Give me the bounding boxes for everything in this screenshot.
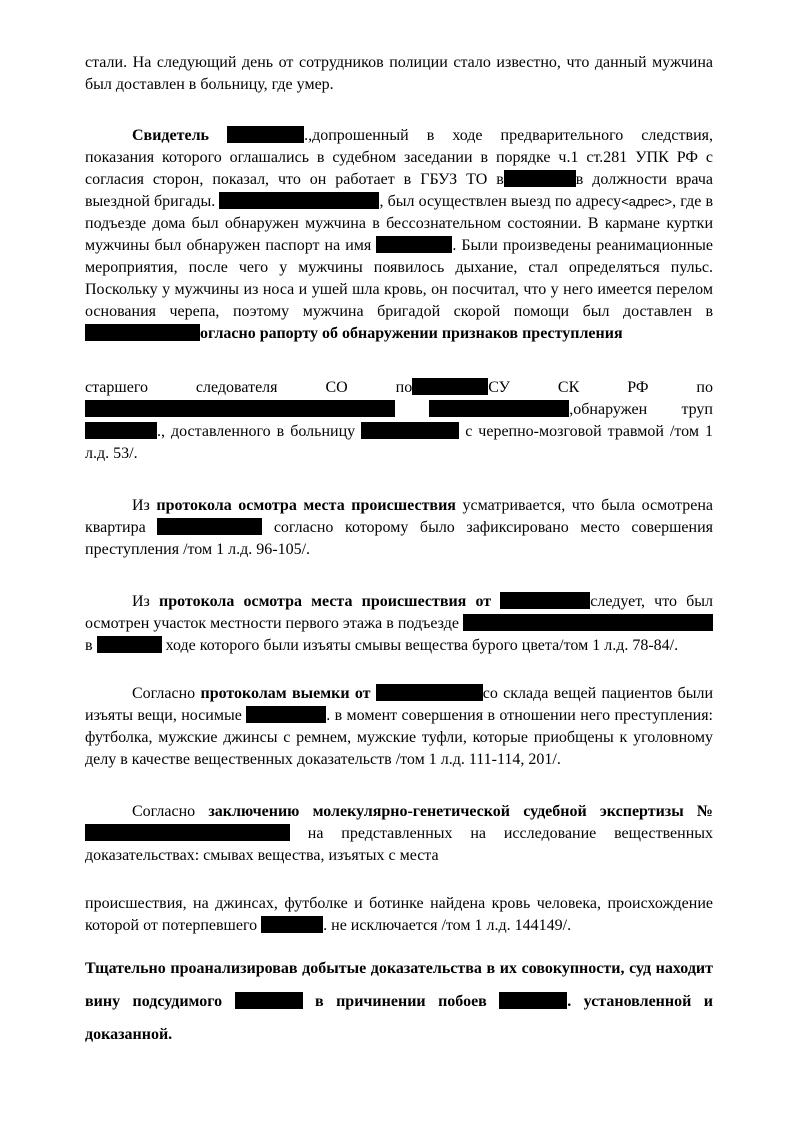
- address-placeholder: <адрес>: [621, 194, 673, 209]
- redaction-bar: [504, 170, 576, 187]
- text-run: ., доставленного в больницу: [157, 423, 362, 440]
- paragraph: [85, 125, 713, 345]
- redaction-bar: [235, 992, 303, 1009]
- paragraph: [85, 952, 713, 1051]
- redaction-bar: [219, 192, 379, 209]
- text-run: , где в подъезде дома был обнаружен мужчина в бессознательном состоянии. В кармане куртки мужчины был обнаружен паспорт на имя: [85, 193, 713, 254]
- redaction-bar: [376, 236, 452, 253]
- paragraph: [85, 495, 713, 561]
- redaction-bar: [246, 706, 326, 723]
- text-run-bold: в причинении побоев: [302, 993, 500, 1010]
- text-run: Согласно: [132, 685, 201, 702]
- redaction-bar: [429, 400, 569, 417]
- text-run: на представленных на исследование вещественных доказательствах: смывах вещества, изъятых с места: [85, 825, 713, 864]
- redaction-bar: [261, 916, 323, 933]
- redaction-bar: [157, 518, 262, 535]
- redaction-bar: [85, 324, 200, 341]
- redaction-bar: [85, 824, 290, 841]
- paragraph: [85, 893, 713, 937]
- text-run: СУ СК РФ по: [488, 379, 713, 396]
- text-run: Из: [132, 593, 160, 610]
- text-run-bold: Тщательно проанализировав добытые доказательства в их совокупности, суд находит вину подсудимого: [85, 960, 713, 1010]
- text-run: . в момент совершения в отношении него преступления: футболка, мужские джинсы с ремнем, мужские туфли, которые приобщены к уголовному делу в качестве вещественных доказательств /том 1 л.д. 111-114, 201/.: [85, 707, 714, 768]
- text-run-bold: . установленной и доказанной.: [85, 993, 713, 1043]
- text-run: согласно которому было зафиксировано место совершения преступления /том 1 л.д. 96-105/.: [85, 519, 713, 558]
- text-run: старшего следователя СО по: [85, 379, 413, 396]
- text-run: стали. На следующий день от сотрудников полиции стало известно, что данный мужчина был доставлен в больницу, где умер.: [85, 54, 713, 93]
- redaction-bar: [500, 592, 590, 609]
- redaction-bar: [97, 636, 162, 653]
- text-run: в: [85, 637, 97, 654]
- redaction-bar: [412, 378, 488, 395]
- text-run: . Были произведены реанимационные мероприятия, после чего у мужчины появилось дыхание, стал определяться пульс. Поскольку у мужчины из носа и ушей шла кровь, он посчитал, что у него имеется перелом основания черепа, поэтому мужчина бригадой скорой помощи был доставлен в: [85, 237, 714, 320]
- paragraph: [85, 591, 713, 657]
- text-run-bold: заключению молекулярно-генетической судебной экспертизы №: [208, 803, 713, 820]
- text-run: . не исключается /том 1 л.д. 144149/.: [323, 917, 572, 934]
- text-run: усматривается, что была осмотрена квартира: [85, 497, 714, 536]
- paragraph: [85, 683, 713, 771]
- text-run: следует, что был осмотрен участок местности первого этажа в подъезде: [85, 593, 714, 632]
- text-run-bold: протокола осмотра места происшествия от: [159, 593, 501, 610]
- redaction-bar: [85, 422, 157, 439]
- redaction-bar: [463, 614, 713, 631]
- paragraph: [85, 52, 713, 96]
- text-run: происшествия, на джинсах, футболке и ботинке найдена кровь человека, происхождение которой от потерпевшего: [85, 895, 713, 934]
- redaction-bar: [376, 684, 483, 701]
- text-run: в должности врача выездной бригады.: [85, 171, 713, 210]
- text-run: ,обнаружен труп: [569, 401, 713, 418]
- text-run-bold: протоколам выемки от: [200, 685, 376, 702]
- document-content: [85, 52, 713, 1051]
- text-run: .,допрошенный в ходе предварительного следствия, показания которого оглашались в судебном заседании в порядке ч.1 ст.281 УПК РФ с согласия сторон, показал, что он работает в ГБУЗ ТО в: [85, 127, 713, 188]
- paragraph: [85, 377, 713, 465]
- text-run: Из: [132, 497, 157, 514]
- redaction-bar: [85, 400, 395, 417]
- text-run: , был осуществлен выезд по адресу: [379, 193, 622, 210]
- text-run-bold: протокола осмотра места происшествия: [156, 497, 456, 514]
- redaction-bar: [227, 126, 304, 143]
- paragraph: [85, 801, 713, 867]
- text-run-bold: Свидетель: [132, 127, 228, 144]
- text-run: со склада вещей пациентов были изъяты вещи, носимые: [85, 685, 714, 724]
- text-run: с черепно-мозговой травмой /том 1 л.д. 53/.: [85, 423, 713, 462]
- redaction-bar: [361, 422, 459, 439]
- text-run: Согласно: [132, 803, 209, 820]
- text-run-bold: огласно рапорту об обнаружении признаков преступления: [200, 325, 623, 342]
- redaction-bar: [499, 992, 567, 1009]
- text-run: [395, 401, 429, 418]
- text-run: ходе которого были изъяты смывы вещества бурого цвета/том 1 л.д. 78-84/.: [161, 637, 679, 654]
